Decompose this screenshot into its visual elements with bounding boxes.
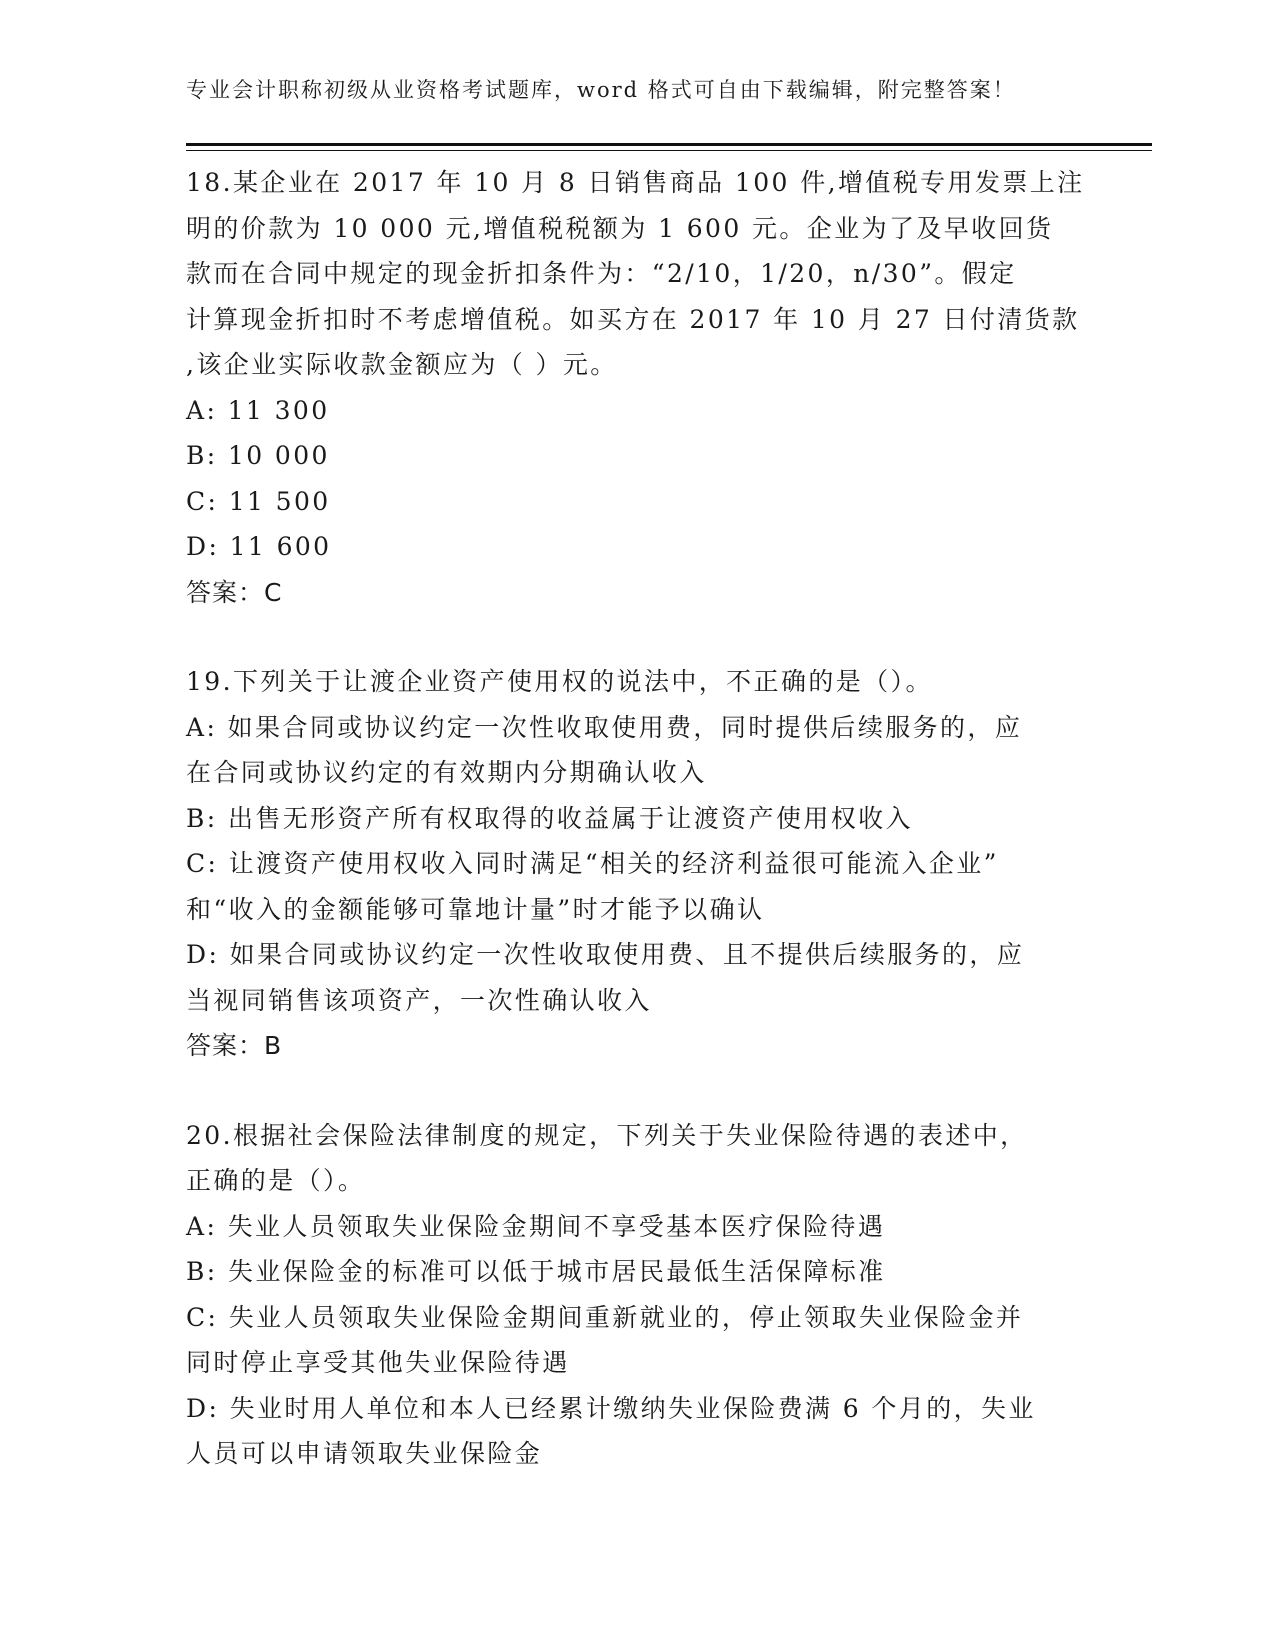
option-line: A: 11 300 — [186, 395, 330, 425]
option-line: D: 11 600 — [186, 532, 332, 561]
option-line: B: 失业保险金的标准可以低于城市居民最低生活保障标准 — [186, 1257, 886, 1286]
header-rule-thin — [186, 150, 1152, 151]
question-list — [186, 160, 1086, 1477]
question-stem-line: 正确的是（）。 — [186, 1166, 366, 1195]
question-stem-line: 19.下列关于让渡企业资产使用权的说法中，不正确的是（）。 — [186, 667, 933, 696]
page-header: 专业会计职称初级从业资格考试题库，word 格式可自由下载编辑，附完整答案！ — [186, 78, 1016, 102]
option-line: 同时停止享受其他失业保险待遇 — [186, 1348, 570, 1377]
question-block — [186, 659, 1086, 1069]
option-line: 和“收入的金额能够可靠地计量”时才能予以确认 — [186, 894, 765, 924]
option-line: B: 出售无形资产所有权取得的收益属于让渡资产使用权收入 — [186, 803, 913, 833]
question-stem-line: 20.根据社会保险法律制度的规定，下列关于失业保险待遇的表述中， — [186, 1120, 1028, 1150]
header-rule-thick — [186, 143, 1152, 146]
option-line: C: 让渡资产使用权收入同时满足“相关的经济利益很可能流入企业” — [186, 849, 999, 878]
option-line: D: 失业时用人单位和本人已经累计缴纳失业保险费满 6 个月的，失业 — [186, 1393, 1036, 1423]
question-block — [186, 1113, 1086, 1477]
option-line: 在合同或协议约定的有效期内分期确认收入 — [186, 758, 707, 787]
option-line: A: 如果合同或协议约定一次性收取使用费，同时提供后续服务的，应 — [186, 712, 1023, 742]
question-stem-line: ,该企业实际收款金额应为（ ）元。 — [186, 350, 618, 379]
option-line: C: 失业人员领取失业保险金期间重新就业的，停止领取失业保险金并 — [186, 1302, 1024, 1332]
question-stem-line: 计算现金折扣时不考虑增值税。如买方在 2017 年 10 月 27 日付清货款 — [186, 304, 1080, 334]
question-stem-line: 明的价款为 10 000 元,增值税税额为 1 600 元。企业为了及早收回货 — [186, 213, 1054, 243]
option-line: 人员可以申请领取失业保险金 — [186, 1439, 543, 1468]
answer-line: 答案：B — [186, 1031, 283, 1060]
question-gap — [186, 1069, 1086, 1113]
option-line: A: 失业人员领取失业保险金期间不享受基本医疗保险待遇 — [186, 1211, 886, 1241]
question-stem-line: 款而在合同中规定的现金折扣条件为：“2/10，1/20，n/30”。假定 — [186, 259, 1017, 288]
option-line: D: 如果合同或协议约定一次性收取使用费、且不提供后续服务的，应 — [186, 940, 1025, 969]
question-gap — [186, 615, 1086, 659]
question-block — [186, 160, 1086, 615]
option-line: B: 10 000 — [186, 441, 330, 470]
option-line: 当视同销售该项资产，一次性确认收入 — [186, 985, 652, 1015]
option-line: C: 11 500 — [186, 486, 331, 516]
answer-line: 答案：C — [186, 577, 283, 607]
question-stem-line: 18.某企业在 2017 年 10 月 8 日销售商品 100 件,增值税专用发票上注 — [186, 168, 1085, 197]
